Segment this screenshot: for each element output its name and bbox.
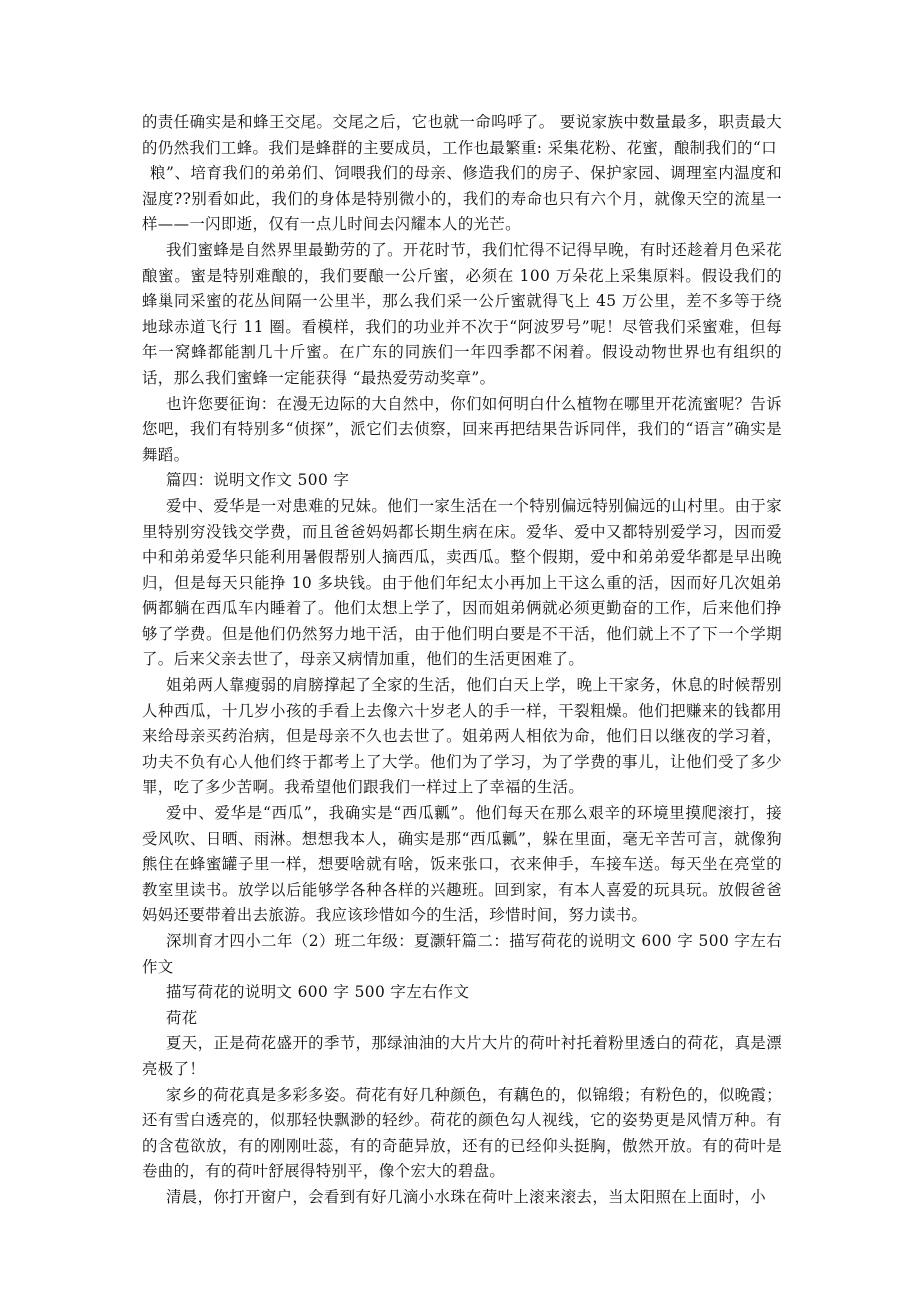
paragraph-8: 爱中、爱华是“西瓜”，我确实是“西瓜瓤”。他们每天在那么艰辛的环境里摸爬滚打，接受风吹、日晒、雨淋。想想我本人，确实是那“西瓜瓤”，躲在里面，毫无辛苦可言，就像狗熊住在蜂蜜罐子里一样，想要啥就有啥，饭来张口，衣来伸手，车接车送。每天坐在亮堂的教室里读书。放学以后能够学各种各样的兴趣班。回到家，有本人喜爱的玩具玩。放假爸爸妈妈还要带着出去旅游。我应该珍惜如今的生活，珍惜时间，努力读书。 [142, 804, 782, 925]
paragraph-6: 爱中、爱华是一对患难的兄妹。他们一家生活在一个特别偏远特别偏远的山村里。由于家里特别穷没钱交学费，而且爸爸妈妈都长期生病在床。爱华、爱中又都特别爱学习，因而爱中和弟弟爱华只能利用暑假帮别人摘西瓜，卖西瓜。整个假期，爱中和弟弟爱华都是早出晚归，但是每天只能挣 10 多块钱。由于他们年纪太小再加上干这么重的活，因而好几次姐弟俩都躺在西瓜车内睡着了。他们太想上学了，因而姐弟俩就必须更勤奋的工作，后来他们挣够了学费。但是他们仍然努力地干活，由于他们明白要是不干活，他们就上不了下一个学期了。后来父亲去世了，母亲又病情加重，他们的生活更困难了。 [142, 496, 782, 669]
paragraph-2: 粮”、培育我们的弟弟们、饲喂我们的母亲、修造我们的房子、保护家园、调理室内温度和湿度??别看如此，我们的身体是特别微小的，我们的寿命也只有六个月，就像天空的流星一样——一闪即逝，仅有一点儿时间去闪耀本人的光芒。 [142, 164, 782, 234]
paragraph-12: 夏天，正是荷花盛开的季节，那绿油油的大片大片的荷叶衬托着粉里透白的荷花，真是漂亮极了！ [142, 1034, 782, 1078]
paragraph-1: 的责任确实是和蜂王交尾。交尾之后，它也就一命呜呼了。 要说家族中数量最多，职责最大的仍然我们工蜂。我们是蜂群的主要成员，工作也最繁重: 采集花粉、花蜜，酿制我们的“口 [142, 113, 782, 157]
paragraph-7: 姐弟两人靠瘦弱的肩膀撑起了全家的生活，他们白天上学，晚上干家务，休息的时候帮别人种西瓜，十几岁小孩的手看上去像六十岁老人的手一样，干裂粗燥。他们把赚来的钱都用来给母亲买药治病，但是母亲不久也去世了。姐弟两人相依为命，他们日以继夜的学习着，功夫不负有心人他们终于都考上了大学。他们为了学习，为了学费的事儿，让他们受了多少罪，吃了多少苦啊。我希望他们跟我们一样过上了幸福的生活。 [142, 676, 782, 797]
paragraph-14: 清晨，你打开窗户，会看到有好几滴小水珠在荷叶上滚来滚去，当太阳照在上面时，小 [166, 1187, 767, 1206]
paragraph-13: 家乡的荷花真是多彩多姿。荷花有好几种颜色，有藕色的，似锦缎；有粉色的，似晚霞；还有雪白透亮的，似那轻快飘渺的轻纱。荷花的颜色勾人视线，它的姿势更是风情万种。有的含苞欲放，有的刚刚吐蕊，有的奇葩异放，还有的已经仰头挺胸，傲然开放。有的荷叶是卷曲的，有的荷叶舒展得特别平，像个宏大的碧盘。 [142, 1085, 782, 1181]
paragraph-4: 也许您要征询：在漫无边际的大自然中，你们如何明白什么植物在哪里开花流蜜呢？告诉您吧，我们有特别多“侦探”，派它们去侦察，回来再把结果告诉同伴，我们的“语言”确实是舞蹈。 [142, 394, 782, 464]
document-page [142, 110, 782, 1211]
section-heading-4: 篇四：说明文作文 500 字 [166, 471, 350, 490]
paragraph-3: 我们蜜蜂是自然界里最勤劳的了。开花时节，我们忙得不记得早晚，有时还趁着月色采花酿蜜。蜜是特别难酿的，我们要酿一公斤蜜，必须在 100 万朵花上采集原料。假设我们的蜂巢同采蜜的花丛间隔一公里半，那么我们采一公斤蜜就得飞上 45 万公里，差不多等于绕地球赤道飞行 11 圈。看模样，我们的功业并不次于“阿波罗号”呢！尽管我们采蜜难，但每年一窝蜂都能割几十斤蜜。在广东的同族们一年四季都不闲着。假设动物世界也有组织的话，那么我们蜜蜂一定能获得 “最热爱劳动奖章”。 [142, 240, 782, 387]
author-line: 深圳育才四小二年（2）班二年级：夏灏轩篇二：描写荷花的说明文 600 字 500 字左右作文 [142, 932, 782, 976]
section-title: 描写荷花的说明文 600 字 500 字左右作文 [166, 983, 470, 1002]
essay-title: 荷花 [166, 1008, 198, 1027]
